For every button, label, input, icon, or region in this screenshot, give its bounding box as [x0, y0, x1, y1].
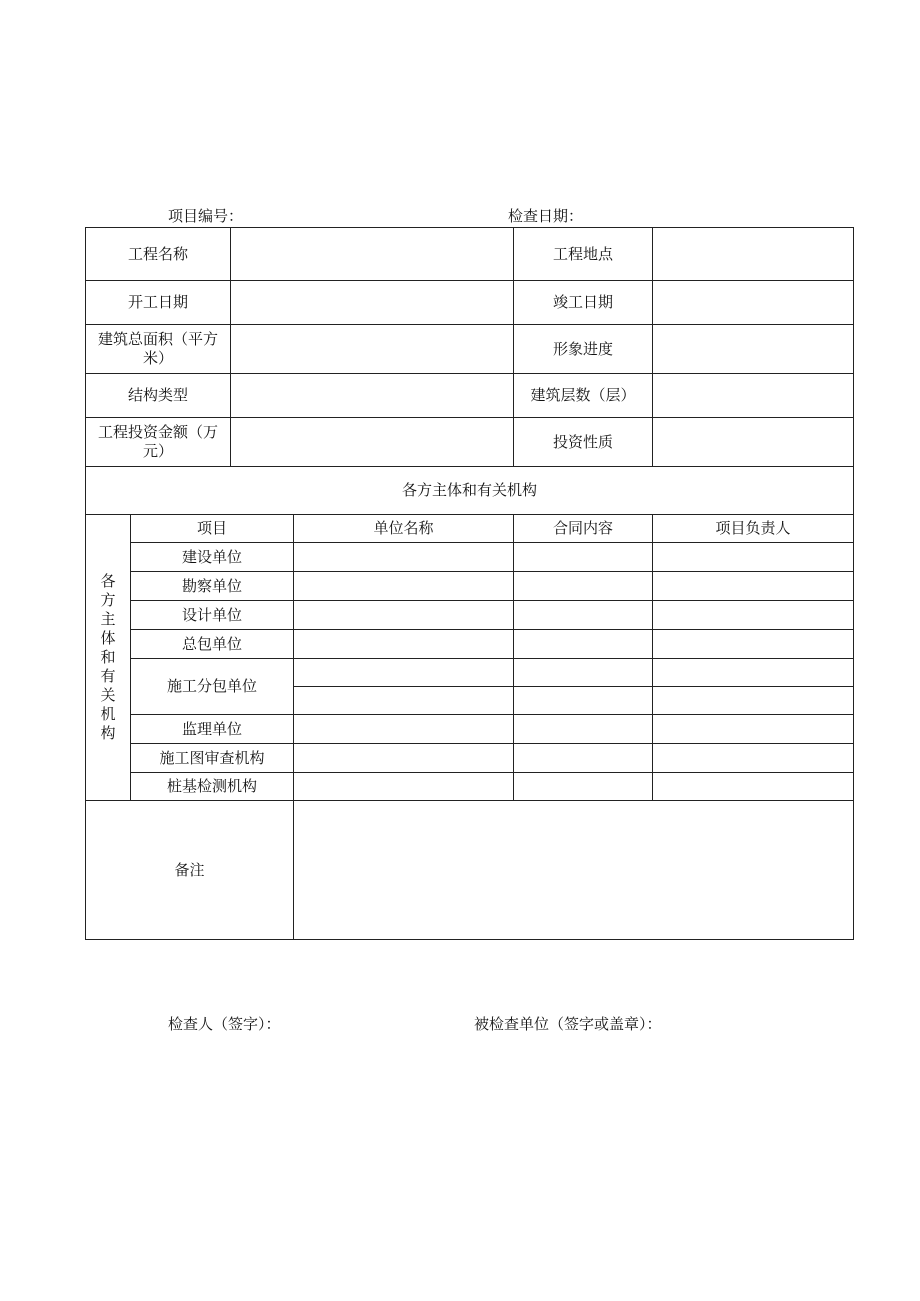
manager-cell[interactable]: [653, 543, 854, 572]
unit-name-cell[interactable]: [294, 744, 514, 773]
contract-cell[interactable]: [514, 601, 653, 630]
table-row: [86, 744, 854, 773]
project-location-label: 工程地点: [514, 228, 653, 281]
manager-cell[interactable]: [653, 773, 854, 801]
contract-cell[interactable]: [514, 687, 653, 715]
row-label: 桩基检测机构: [131, 773, 294, 801]
table-row: [86, 773, 854, 801]
inspection-form-table: [85, 227, 854, 940]
structure-type-label: 结构类型: [86, 374, 231, 418]
table-row: [86, 601, 854, 630]
start-date-label: 开工日期: [86, 281, 231, 325]
floors-value[interactable]: [653, 374, 854, 418]
row-section-title: [86, 467, 854, 515]
contract-cell[interactable]: [514, 744, 653, 773]
completion-date-label: 竣工日期: [514, 281, 653, 325]
project-name-label: 工程名称: [86, 228, 231, 281]
col-header-contract: 合同内容: [514, 515, 653, 543]
parties-side-label: 各 方 主 体 和 有 关 机 构: [86, 515, 131, 801]
floors-label: 建筑层数（层）: [514, 374, 653, 418]
col-header-manager: 项目负责人: [653, 515, 854, 543]
unit-name-cell[interactable]: [294, 572, 514, 601]
row-label: 建设单位: [131, 543, 294, 572]
table-row: [86, 659, 854, 687]
table-row: [86, 715, 854, 744]
parties-section-title: 各方主体和有关机构: [86, 467, 854, 515]
table-row: [86, 572, 854, 601]
row-label: 监理单位: [131, 715, 294, 744]
row-label: 总包单位: [131, 630, 294, 659]
remarks-value[interactable]: [294, 801, 854, 940]
col-header-item: 项目: [131, 515, 294, 543]
completion-date-value[interactable]: [653, 281, 854, 325]
unit-name-cell[interactable]: [294, 601, 514, 630]
row-label: 施工图审查机构: [131, 744, 294, 773]
contract-cell[interactable]: [514, 630, 653, 659]
unit-name-cell[interactable]: [294, 687, 514, 715]
row-label: 设计单位: [131, 601, 294, 630]
project-number-label: 项目编号：: [168, 207, 244, 225]
row-project-name: [86, 228, 854, 281]
manager-cell[interactable]: [653, 630, 854, 659]
project-location-value[interactable]: [653, 228, 854, 281]
table-row: [86, 630, 854, 659]
unit-name-cell[interactable]: [294, 715, 514, 744]
row-structure: [86, 374, 854, 418]
manager-cell[interactable]: [653, 715, 854, 744]
total-area-label: 建筑总面积（平方米）: [86, 325, 231, 374]
structure-type-value[interactable]: [231, 374, 514, 418]
project-name-value[interactable]: [231, 228, 514, 281]
row-label: 施工分包单位: [131, 659, 294, 715]
remarks-label: 备注: [86, 801, 294, 940]
manager-cell[interactable]: [653, 601, 854, 630]
investment-nature-value[interactable]: [653, 418, 854, 467]
row-dates: [86, 281, 854, 325]
contract-cell[interactable]: [514, 715, 653, 744]
unit-name-cell[interactable]: [294, 630, 514, 659]
contract-cell[interactable]: [514, 773, 653, 801]
row-area: [86, 325, 854, 374]
manager-cell[interactable]: [653, 659, 854, 687]
manager-cell[interactable]: [653, 572, 854, 601]
investment-label: 工程投资金额（万元）: [86, 418, 231, 467]
manager-cell[interactable]: [653, 744, 854, 773]
start-date-value[interactable]: [231, 281, 514, 325]
parties-header-row: [86, 515, 854, 543]
unit-name-cell[interactable]: [294, 659, 514, 687]
unit-name-cell[interactable]: [294, 543, 514, 572]
unit-name-cell[interactable]: [294, 773, 514, 801]
manager-cell[interactable]: [653, 687, 854, 715]
investment-value[interactable]: [231, 418, 514, 467]
row-label: 勘察单位: [131, 572, 294, 601]
row-investment: [86, 418, 854, 467]
total-area-value[interactable]: [231, 325, 514, 374]
check-date-label: 检查日期：: [508, 207, 584, 225]
inspected-unit-signature-label: 被检查单位（签字或盖章）：: [474, 1015, 662, 1033]
contract-cell[interactable]: [514, 543, 653, 572]
contract-cell[interactable]: [514, 659, 653, 687]
progress-value[interactable]: [653, 325, 854, 374]
inspector-signature-label: 检查人（签字）：: [168, 1015, 281, 1033]
investment-nature-label: 投资性质: [514, 418, 653, 467]
progress-label: 形象进度: [514, 325, 653, 374]
contract-cell[interactable]: [514, 572, 653, 601]
col-header-unit-name: 单位名称: [294, 515, 514, 543]
row-remarks: [86, 801, 854, 940]
table-row: [86, 543, 854, 572]
